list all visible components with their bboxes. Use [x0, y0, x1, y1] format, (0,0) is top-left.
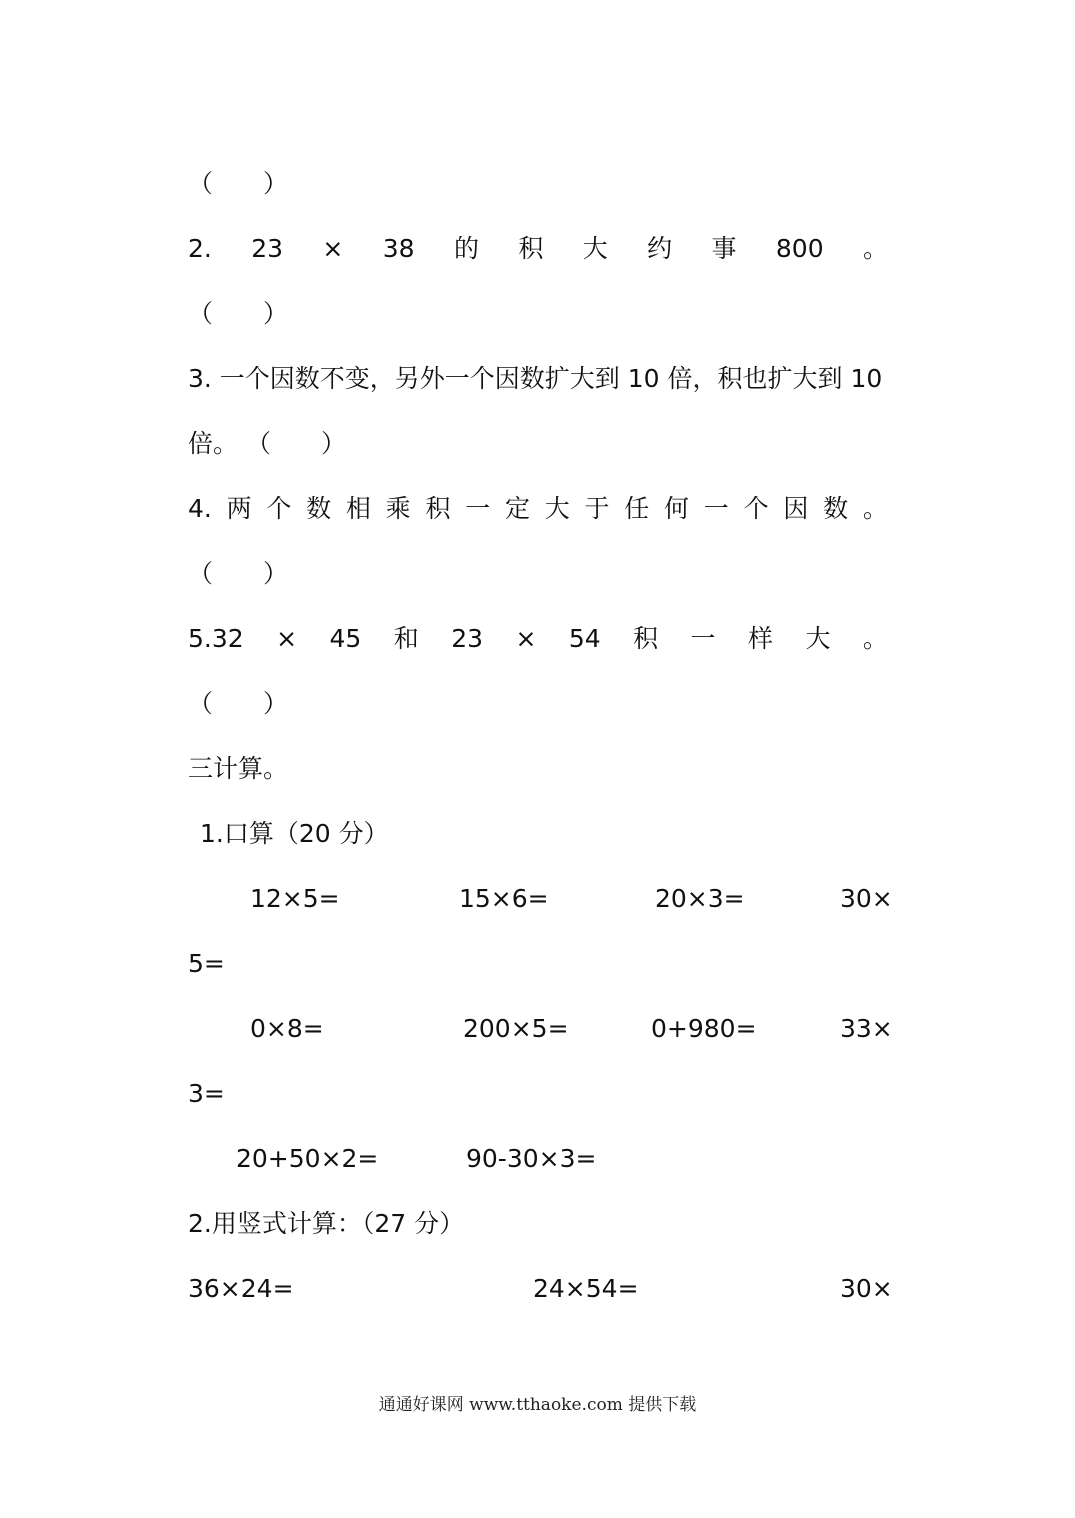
q4-token: 两 — [226, 494, 252, 523]
oral-problem: 30× — [840, 884, 893, 913]
oral-problem: 33× — [840, 1014, 893, 1043]
footer-credit: 通通好课网 www.tthaoke.com 提供下载 — [378, 1395, 697, 1415]
q4-token: 。 — [862, 494, 888, 523]
q5-token: 23 — [451, 624, 484, 653]
q4-token: 4. — [188, 494, 212, 523]
q4-token: 数 — [306, 494, 332, 523]
oral-problem: 12×5= — [250, 884, 340, 913]
answer-paren-q1: （ ） — [188, 169, 289, 198]
question-5 — [188, 619, 888, 659]
oral-calc-title: 1.口算（20 分） — [200, 819, 389, 848]
q5-token: 和 — [393, 624, 419, 653]
answer-paren-q2: （ ） — [188, 299, 289, 328]
q2-token: 约 — [647, 234, 673, 263]
q2-token: 800 — [775, 234, 824, 263]
q4-token: 大 — [544, 494, 570, 523]
q5-token: 积 — [633, 624, 659, 653]
q4-token: 定 — [504, 494, 530, 523]
oral-row-2 — [188, 1009, 893, 1049]
q5-token: × — [276, 624, 298, 653]
q4-token: 因 — [783, 494, 809, 523]
oral-problem: 90-30×3= — [466, 1144, 597, 1173]
q4-token: 个 — [743, 494, 769, 523]
q4-token: 一 — [465, 494, 491, 523]
oral-problem: 20×3= — [655, 884, 745, 913]
q4-token: 乘 — [385, 494, 411, 523]
oral-problem: 15×6= — [459, 884, 549, 913]
q4-token: 任 — [624, 494, 650, 523]
q2-token: 大 — [582, 234, 608, 263]
q4-token: 积 — [425, 494, 451, 523]
q5-token: 5.32 — [188, 624, 244, 653]
q4-token: 何 — [664, 494, 690, 523]
oral-problem: 0+980= — [651, 1014, 757, 1043]
q5-token: 大 — [805, 624, 831, 653]
oral-row-2-wrap: 3= — [188, 1079, 225, 1108]
question-3-line-1: 3. 一个因数不变，另外一个因数扩大到 10 倍，积也扩大到 10 — [188, 364, 883, 393]
q5-token: 样 — [748, 624, 774, 653]
answer-paren-q4: （ ） — [188, 559, 289, 588]
q5-token: 54 — [568, 624, 601, 653]
vertical-problem: 36×24= — [188, 1274, 294, 1303]
answer-paren-q5: （ ） — [188, 689, 289, 718]
question-3-line-2: 倍。 （ ） — [188, 429, 346, 458]
vertical-problem: 24×54= — [533, 1274, 639, 1303]
question-4 — [188, 489, 888, 529]
oral-problem: 20+50×2= — [236, 1144, 379, 1173]
q4-token: 于 — [584, 494, 610, 523]
q5-token: 一 — [690, 624, 716, 653]
oral-problem: 0×8= — [250, 1014, 324, 1043]
q4-token: 个 — [266, 494, 292, 523]
q5-token: 。 — [862, 624, 888, 653]
oral-row-1-wrap: 5= — [188, 949, 225, 978]
q4-token: 一 — [703, 494, 729, 523]
q2-token: 23 — [251, 234, 284, 263]
vertical-calc-title: 2.用竖式计算：（27 分） — [188, 1209, 465, 1238]
section-3-heading: 三计算。 — [188, 754, 289, 783]
q2-token: 事 — [711, 234, 737, 263]
q5-token: 45 — [329, 624, 362, 653]
vertical-row-1 — [188, 1269, 893, 1309]
vertical-problem: 30× — [840, 1274, 893, 1303]
q2-token: 积 — [518, 234, 544, 263]
q2-token: × — [322, 234, 344, 263]
q2-token: 的 — [453, 234, 479, 263]
q2-token: 38 — [382, 234, 415, 263]
q4-token: 相 — [345, 494, 371, 523]
oral-problem: 200×5= — [463, 1014, 569, 1043]
q5-token: × — [515, 624, 537, 653]
q2-token: 。 — [862, 234, 888, 263]
q2-token: 2. — [188, 234, 212, 263]
oral-row-1 — [188, 879, 893, 919]
q4-token: 数 — [823, 494, 849, 523]
oral-row-3 — [188, 1139, 888, 1179]
question-2 — [188, 229, 888, 269]
